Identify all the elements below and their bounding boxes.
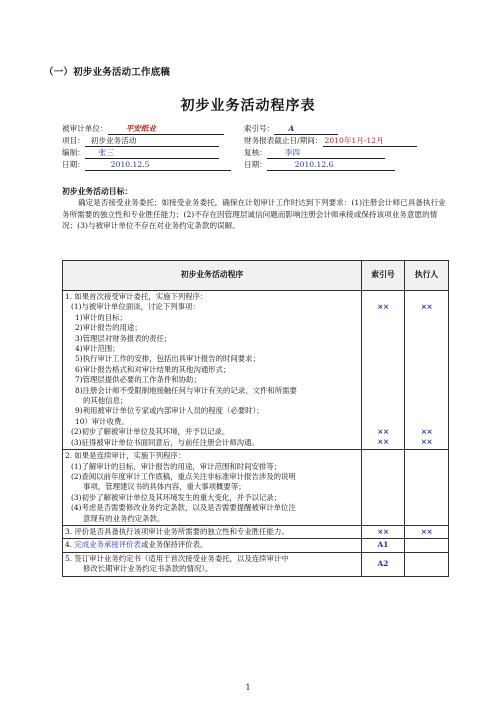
row3-performer-mark: ×× (420, 526, 433, 536)
acceptance-evaluation-link[interactable]: 完成业务承接评价表 (74, 540, 141, 550)
item-value-field (85, 135, 219, 147)
row1-line: (1)与被审计单位面谈，讨论下列事项： (71, 302, 200, 312)
row2-line: 事项，管理建议书的具体内容，重大事项概要等； (83, 482, 246, 492)
row2-line: 意现有的业务约定条款。 (83, 513, 165, 523)
row1-line: 4)审计范围； (75, 344, 120, 354)
client-label: 被审计单位： (62, 124, 108, 133)
row4-suffix: 或业务保持评价表。 (140, 540, 208, 550)
client-value: 平安纸业 (125, 124, 156, 133)
preparer-label: 编制： (62, 148, 85, 157)
row5-line: 修改长期审计业务约定书条款的情况）。 (83, 564, 213, 574)
row2-line: (3)初步了解被审计单位及其环境发生的重大变化，并予以记录； (71, 492, 282, 502)
row1-line: 1)审计的目标； (75, 312, 127, 322)
row1-line: 10）审计收费。 (75, 416, 129, 426)
table-row-5 (63, 552, 449, 576)
header-item (62, 135, 219, 147)
table-row-1 (63, 291, 449, 450)
procedure-cell-4 (63, 539, 362, 552)
row2-line: (4)考虑是否需要修改业务约定条款，以及是否需要提醒被审计单位注 (71, 503, 296, 513)
row1-line: (2)初步了解被审计单位及其环境，并予以记录。 (71, 427, 230, 437)
index-cell-3 (361, 525, 404, 538)
row3-text: 3. 评价是否具备执行该项审计业务所需要的独立性和专业胜任能力。 (65, 526, 289, 536)
index-ref-a2[interactable]: A2 (377, 558, 389, 568)
goal-text: 确定是否接受业务委托；如接受业务委托，确保在计划审计工作时达到下列要求：(1)注册会计师已具备执行业务所需要的独立性和专业胜任能力；(2)不存在因管理层诚信问题而影响注册会计师承接或保持该项业务意愿的情况；(3)与被审计单位不存在对业务约定条款的误解。 (62, 198, 446, 231)
period-value-field (323, 135, 417, 147)
performer-cell-4 (404, 539, 448, 552)
row1-line: 1. 如果首次接受审计委托，实施下列程序： (65, 292, 208, 301)
ref-label: 索引号： (244, 124, 275, 133)
row1-performer-mark: ×× (420, 427, 433, 437)
table-header-row (63, 261, 449, 291)
index-ref-a1[interactable]: A1 (377, 540, 389, 550)
procedure-cell-2 (63, 450, 362, 526)
client-value-field (108, 123, 224, 135)
ref-value-field (274, 123, 338, 135)
performer-cell-1 (404, 291, 448, 450)
index-cell-5 (361, 552, 404, 576)
reviewer-value: 李四 (284, 148, 300, 157)
row4-text (63, 540, 361, 550)
row4-prefix: 4. (65, 540, 75, 550)
procedure-cell-5 (63, 552, 362, 576)
item-label: 项目： (62, 136, 85, 145)
row1-line: 9)利用被审计单位专家或内部审计人员的程度（必要时）； (75, 406, 264, 416)
table-row-2 (63, 450, 449, 526)
procedure-cell-1 (63, 291, 362, 450)
date-value-right: 2010.12.6 (294, 160, 334, 169)
header-date-left (62, 159, 231, 171)
row1-line: 8)注册会计师不受限制地接触任何与审计有关的记录、文件和所需要 (75, 385, 297, 395)
document-title: 初步业务活动程序表 (180, 98, 316, 114)
table-row-3 (63, 525, 449, 538)
procedure-cell-3 (63, 525, 362, 538)
period-label: 财务报表截止日/期间： (244, 136, 323, 145)
date-label-right: 日期： (244, 160, 267, 169)
row3-index-mark: ×× (377, 526, 389, 536)
ref-value: A (288, 124, 295, 133)
header-ref (244, 123, 338, 135)
date-value-left-field (85, 159, 231, 171)
col-header-index: 索引号 (361, 261, 404, 291)
date-value-left: 2010.12.5 (110, 160, 150, 169)
row1-line: 6)审计报告格式和对审计结果的其他沟通形式； (75, 364, 231, 374)
header-reviewer (244, 147, 385, 159)
reviewer-label: 复核： (244, 148, 267, 157)
row1-line: 5)执行审计工作的安排，包括出具审计报告的时间要求； (75, 354, 260, 364)
col-header-performer: 执行人 (404, 261, 448, 291)
table-row-4 (63, 539, 449, 552)
preparer-value-field (85, 147, 219, 159)
row1-line: 2)审计报告的用途； (75, 323, 142, 333)
section-heading: （一）初步业务活动工作底稿 (44, 67, 171, 78)
index-cell-2 (361, 450, 404, 526)
row2-line: 2. 如果是连续审计，实施下列程序： (65, 451, 186, 461)
header-date-right (244, 159, 395, 171)
row2-line: (2)查阅以前年度审计工作底稿，重点关注非标准审计报告涉及的说明 (71, 471, 296, 481)
index-cell-1 (361, 291, 404, 450)
col-header-procedure: 初步业务活动程序 (63, 261, 362, 291)
goal-heading: 初步业务活动目标： (62, 187, 133, 196)
row1-index-mark: ×× (377, 437, 389, 447)
item-value: 初步业务活动 (90, 136, 137, 145)
performer-cell-5 (404, 552, 448, 576)
header-client (62, 123, 224, 135)
header-preparer (62, 147, 219, 159)
index-cell-4 (361, 539, 404, 552)
performer-cell-3 (404, 525, 448, 538)
row1-performer-mark: ×× (420, 437, 433, 447)
row1-index-mark: ×× (377, 302, 389, 312)
row2-line: (1)了解审计的目标，审计报告的用途，审计范围和时间安排等； (71, 461, 282, 471)
page-number: 1 (245, 683, 251, 692)
row5-line: 5. 签订审计业务约定书（适用于首次接受业务委托，以及连续审计中 (65, 553, 289, 563)
row1-line: (3)征得被审计单位书面同意后，与前任注册会计师沟通。 (71, 437, 259, 447)
date-value-right-field (267, 159, 395, 171)
date-label-left: 日期： (62, 160, 85, 169)
reviewer-value-field (267, 147, 385, 159)
period-value: 2010年1月-12月 (324, 136, 384, 145)
row1-index-mark: ×× (377, 427, 389, 437)
preparer-value: 张三 (98, 148, 114, 157)
performer-cell-2 (404, 450, 448, 526)
row1-line: 7)管理层提供必要的工作条件和协助； (75, 375, 201, 385)
row1-line: 3)管理层对财务报表的责任； (75, 333, 172, 343)
row1-performer-mark: ×× (420, 302, 433, 312)
procedure-table (62, 260, 449, 577)
row1-line: 的其他信息； (83, 396, 128, 406)
header-period (244, 135, 417, 147)
